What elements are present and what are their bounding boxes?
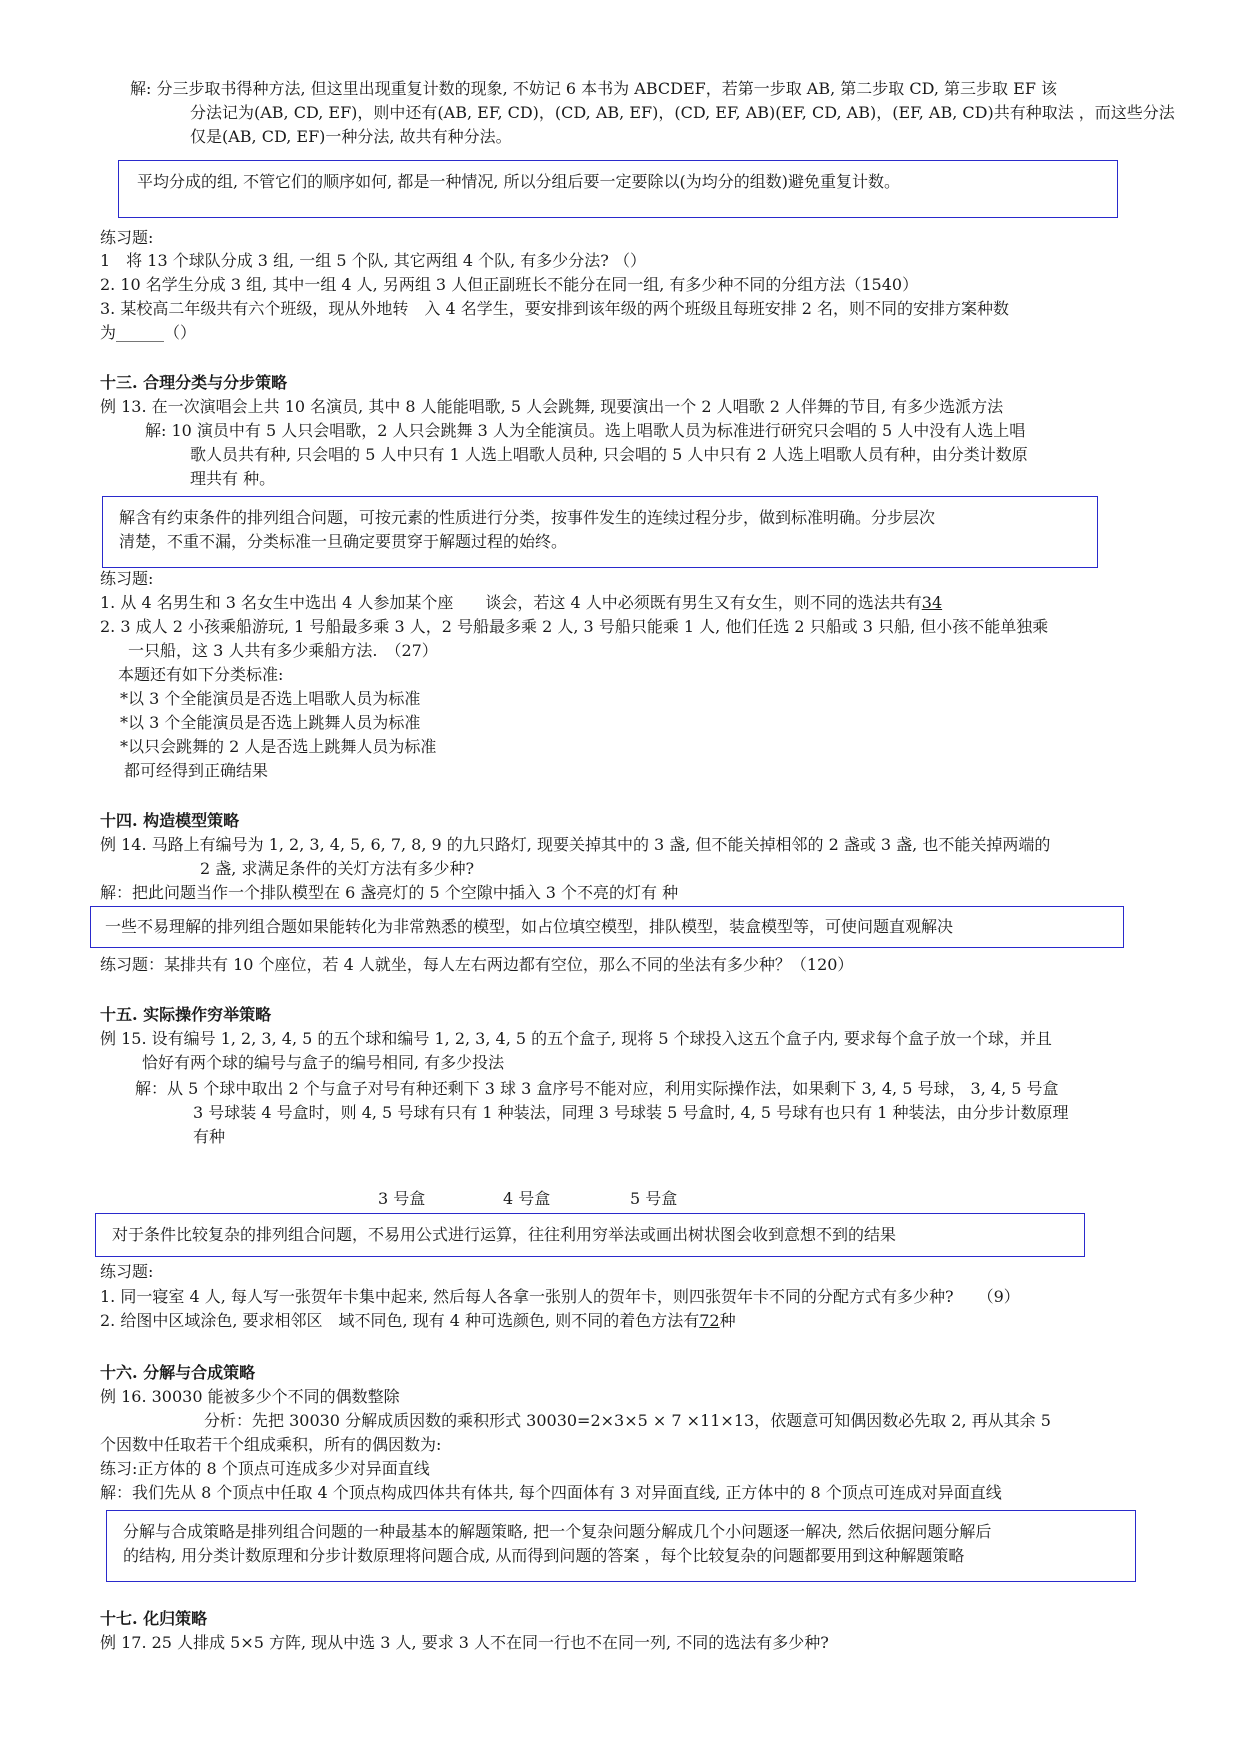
exercise-item: 一只船，这 3 人共有多少乘船方法. （27） bbox=[128, 641, 438, 660]
box-label: 4 号盒 bbox=[503, 1189, 551, 1208]
summary-text: 清楚，不重不漏，分类标准一旦确定要贯穿于解题过程的始终。 bbox=[119, 532, 568, 551]
section-title: 十六. 分解与合成策略 bbox=[100, 1363, 256, 1382]
solution-line: 解: 分三步取书得种方法, 但这里出现重复计数的现象, 不妨记 6 本书为 ABCDEF，若第一步取 AB, 第二步取 CD, 第三步取 EF 该 bbox=[130, 79, 1058, 98]
exercise-item: 2. 10 名学生分成 3 组, 其中一组 4 人, 另两组 3 人但正副班长不能分在同一组, 有多少种不同的分组方法（1540） bbox=[100, 275, 919, 294]
exercise-item: 1. 同一寝室 4 人, 每人写一张贺年卡集中起来, 然后每人各拿一张别人的贺年卡，则四张贺年卡不同的分配方式有多少种? （9） bbox=[100, 1287, 1020, 1306]
note-text: 本题还有如下分类标准: bbox=[118, 665, 284, 684]
example-text: 例 16. 30030 能被多少个不同的偶数整除 bbox=[100, 1387, 400, 1406]
exercise-item: 练习:正方体的 8 个顶点可连成多少对异面直线 bbox=[100, 1459, 430, 1478]
exercise-item: 2. 3 成人 2 小孩乘船游玩, 1 号船最多乘 3 人，2 号船最多乘 2 人, 3 号船只能乘 1 人, 他们任选 2 只船或 3 只船, 但小孩不能单独乘 bbox=[100, 617, 1049, 636]
answer: 34 bbox=[921, 593, 943, 612]
analysis-line: 分析：先把 30030 分解成质因数的乘积形式 30030=2×3×5 × 7 ×11×13，依题意可知偶因数必先取 2, 再从其余 5 bbox=[204, 1411, 1051, 1430]
analysis-line: 个因数中任取若干个组成乘积，所有的偶因数为: bbox=[100, 1435, 442, 1454]
solution-line: 理共有 种。 bbox=[190, 469, 276, 488]
note-text: *以 3 个全能演员是否选上跳舞人员为标准 bbox=[120, 713, 421, 732]
summary-box bbox=[118, 160, 1118, 218]
summary-box bbox=[90, 906, 1124, 948]
note-text: *以只会跳舞的 2 人是否选上跳舞人员为标准 bbox=[120, 737, 437, 756]
solution-line: 分法记为(AB, CD, EF)，则中还有(AB, EF, CD)，(CD, AB, EF)，(CD, EF, AB)(EF, CD, AB)，(EF, AB, CD)共有种取法 ，而这些分法 bbox=[190, 103, 1175, 122]
section-title: 十三. 合理分类与分步策略 bbox=[100, 373, 288, 392]
exercise-item: 1 将 13 个球队分成 3 组, 一组 5 个队, 其它两组 4 个队, 有多少分法? （） bbox=[100, 251, 646, 270]
solution-line: 仅是(AB, CD, EF)一种分法, 故共有种分法。 bbox=[190, 127, 512, 146]
answer: 72 bbox=[699, 1311, 720, 1330]
exercise-item: 为______（） bbox=[100, 323, 197, 342]
solution-line: 解: 10 演员中有 5 人只会唱歌，2 人只会跳舞 3 人为全能演员。选上唱歌人员为标准进行研究只会唱的 5 人中没有人选上唱 bbox=[145, 421, 1026, 440]
summary-text: 平均分成的组, 不管它们的顺序如何, 都是一种情况, 所以分组后要一定要除以(为均分的组数)避免重复计数。 bbox=[137, 172, 901, 191]
summary-text: 解含有约束条件的排列组合问题，可按元素的性质进行分类，按事件发生的连续过程分步，做到标准明确。分步层次 bbox=[119, 508, 936, 527]
example-text: 例 13. 在一次演唱会上共 10 名演员, 其中 8 人能能唱歌, 5 人会跳舞, 现要演出一个 2 人唱歌 2 人伴舞的节目, 有多少选派方法 bbox=[100, 397, 1004, 416]
box-label: 3 号盒 bbox=[378, 1189, 426, 1208]
summary-text: 分解与合成策略是排列组合问题的一种最基本的解题策略, 把一个复杂问题分解成几个小问题逐一解决, 然后依据问题分解后 bbox=[123, 1522, 992, 1541]
exercise-text: 2. 给图中区域涂色, 要求相邻区 域不同色, 现有 4 种可选颜色, 则不同的着色方法有 bbox=[100, 1311, 700, 1330]
summary-text: 对于条件比较复杂的排列组合问题，不易用公式进行运算，往往利用穷举法或画出树状图会收到意想不到的结果 bbox=[112, 1225, 897, 1244]
summary-text: 一些不易理解的排列组合题如果能转化为非常熟悉的模型，如占位填空模型，排队模型，装盒模型等，可使问题直观解决 bbox=[105, 917, 954, 936]
exercise-item: 练习题：某排共有 10 个座位，若 4 人就坐，每人左右两边都有空位，那么不同的坐法有多少种？（120） bbox=[100, 955, 854, 974]
section-title: 十七. 化归策略 bbox=[100, 1609, 208, 1628]
exercise-heading: 练习题: bbox=[100, 1262, 154, 1281]
solution-line: 解：把此问题当作一个排队模型在 6 盏亮灯的 5 个空隙中插入 3 个不亮的灯有 种 bbox=[100, 883, 679, 902]
solution-line: 解：从 5 个球中取出 2 个与盒子对号有种还剩下 3 球 3 盒序号不能对应，利用实际操作法，如果剩下 3, 4, 5 号球， 3, 4, 5 号盒 bbox=[135, 1079, 1059, 1098]
section-title: 十四. 构造模型策略 bbox=[100, 811, 240, 830]
example-text: 恰好有两个球的编号与盒子的编号相同, 有多少投法 bbox=[142, 1053, 505, 1072]
summary-text: 的结构, 用分类计数原理和分步计数原理将问题合成, 从而得到问题的答案 ，每个比较复杂的问题都要用到这种解题策略 bbox=[123, 1546, 965, 1565]
note-text: *以 3 个全能演员是否选上唱歌人员为标准 bbox=[120, 689, 421, 708]
summary-box bbox=[95, 1213, 1085, 1257]
example-text: 例 15. 设有编号 1, 2, 3, 4, 5 的五个球和编号 1, 2, 3, 4, 5 的五个盒子, 现将 5 个球投入这五个盒子内, 要求每个盒子放一个球，并且 bbox=[100, 1029, 1052, 1048]
exercise-item bbox=[100, 592, 942, 614]
box-label: 5 号盒 bbox=[630, 1189, 678, 1208]
solution-line: 有种 bbox=[193, 1127, 226, 1146]
exercise-item: 3. 某校高二年级共有六个班级，现从外地转 入 4 名学生，要安排到该年级的两个班级且每班安排 2 名，则不同的安排方案种数 bbox=[100, 299, 1010, 318]
example-text: 例 14. 马路上有编号为 1, 2, 3, 4, 5, 6, 7, 8, 9 的九只路灯, 现要关掉其中的 3 盏, 但不能关掉相邻的 2 盏或 3 盏, 也不能关掉两端的 bbox=[100, 835, 1051, 854]
summary-box bbox=[102, 496, 1098, 568]
exercise-item bbox=[100, 1310, 736, 1332]
summary-box bbox=[106, 1510, 1136, 1582]
exercise-heading: 练习题: bbox=[100, 228, 154, 247]
solution-line: 解：我们先从 8 个顶点中任取 4 个顶点构成四体共有体共, 每个四面体有 3 对异面直线, 正方体中的 8 个顶点可连成对异面直线 bbox=[100, 1483, 1002, 1502]
example-text: 2 盏, 求满足条件的关灯方法有多少种? bbox=[200, 859, 475, 878]
section-title: 十五. 实际操作穷举策略 bbox=[100, 1005, 272, 1024]
exercise-heading: 练习题: bbox=[100, 569, 154, 588]
note-text: 都可经得到正确结果 bbox=[124, 761, 269, 780]
example-text: 例 17. 25 人排成 5×5 方阵, 现从中选 3 人, 要求 3 人不在同一行也不在同一列, 不同的选法有多少种? bbox=[100, 1633, 829, 1652]
solution-line: 歌人员共有种, 只会唱的 5 人中只有 1 人选上唱歌人员种, 只会唱的 5 人中只有 2 人选上唱歌人员有种，由分类计数原 bbox=[190, 445, 1028, 464]
solution-line: 3 号球装 4 号盒时，则 4, 5 号球有只有 1 种装法，同理 3 号球装 5 号盒时, 4, 5 号球有也只有 1 种装法，由分步计数原理 bbox=[193, 1103, 1069, 1122]
exercise-text: 种 bbox=[719, 1311, 736, 1330]
exercise-text: 1. 从 4 名男生和 3 名女生中选出 4 人参加某个座 谈会，若这 4 人中必须既有男生又有女生，则不同的选法共有 bbox=[100, 593, 922, 612]
